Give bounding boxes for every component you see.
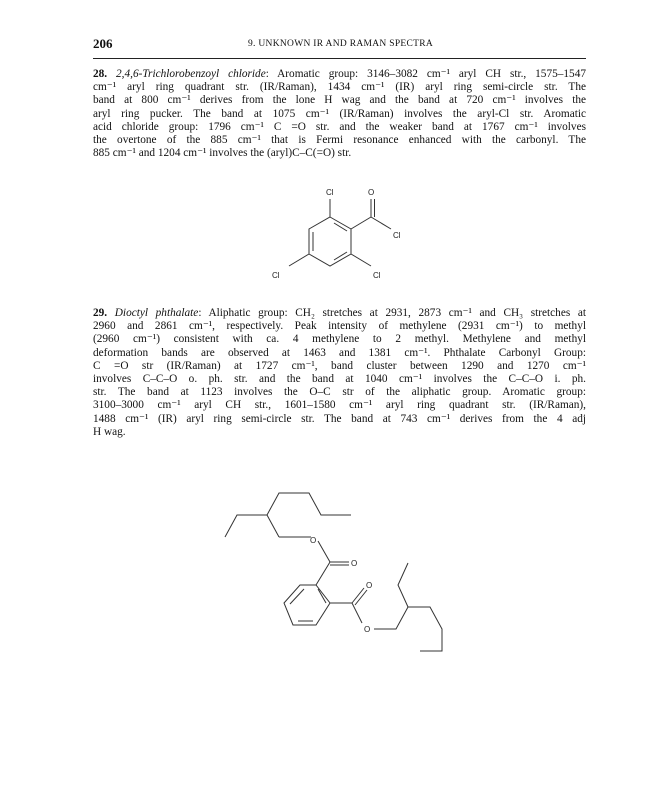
o-c-bond [318, 541, 330, 562]
atom-label: O [364, 625, 371, 634]
ethyl-branch [398, 563, 408, 607]
entry-text-line: : Aliphatic group: CH₂ stretches at 2931, 2873 cm⁻¹ and CH₃ stretches at [198, 307, 587, 319]
running-head: 9. UNKNOWN IR AND RAMAN SPECTRA [248, 39, 434, 49]
c-cl-bond [289, 254, 309, 266]
entry-text-line: 885 cm⁻¹ and 1204 cm⁻¹ involves the (aryl)C–C(=O) str. [93, 147, 352, 160]
page-number: 206 [93, 36, 113, 51]
page-header [93, 36, 586, 59]
entry-text-line: deformation bands are observed at 1463 and 1381 cm⁻¹. Phthalate Carbonyl Group: [93, 346, 586, 359]
benzene-ring [309, 217, 351, 266]
compound-name: Dioctyl phthalate [114, 307, 199, 319]
compound-name: 2,4,6-Trichlorobenzoyl chloride [116, 68, 266, 80]
benzene-ring [284, 585, 330, 625]
atom-label: O [368, 188, 375, 197]
entry-text-line: aryl ring pucker. The band at 1075 cm⁻¹ (IR/Raman) involves the aryl-Cl str. Aromatic [93, 107, 586, 120]
lower-alkyl-chain [374, 607, 442, 651]
c-cl-bond [371, 217, 391, 229]
atom-label: O [366, 581, 373, 590]
entry-text-line: acid chloride group: 1796 cm⁻¹ C =O str. and the weaker band at 1767 cm⁻¹ involves [93, 120, 586, 133]
c-cl-bond [351, 254, 371, 266]
atom-label: Cl [326, 188, 334, 197]
entry-text-line: str. The band at 1123 involves the O–C str of the aliphatic group. Aromatic group: [93, 386, 586, 399]
ring-double-bond [334, 223, 347, 231]
c-c-bond [316, 562, 330, 585]
entry-text-line: (2960 cm⁻¹) consistent with ca. 4 methylene to 2 methyl. Methylene and methyl [93, 333, 586, 346]
entry-number: 28. [93, 68, 108, 80]
upper-alkyl-chain [225, 493, 351, 537]
entry-text-line: 3100–3000 cm⁻¹ aryl CH str., 1601–1580 cm⁻¹ aryl ring quadrant str. (IR/Raman), [93, 399, 586, 412]
entry-text-line: C =O str (IR/Raman) at 1727 cm⁻¹, band cluster between 1290 and 1270 cm⁻¹ [93, 359, 586, 372]
entry-text-line: involves C–C–O o. ph. str. and the band at 1040 cm⁻¹ involves the C–C–O i. ph. [93, 373, 586, 386]
entry-text-line: 2960 and 2861 cm⁻¹, respectively. Peak intensity of methylene (2931 cm⁻¹) to methyl [93, 320, 586, 333]
c-o-bond [352, 603, 362, 623]
c-c-bond [267, 515, 279, 537]
atom-label: O [310, 536, 317, 545]
c-c-bond [351, 217, 371, 229]
ring-double-bond [290, 589, 304, 604]
ring-double-bond [334, 252, 347, 260]
dioctyl-phthalate-structure [210, 475, 460, 675]
entry-text-line: cm⁻¹ aryl ring quadrant str. (IR/Raman), 1434 cm⁻¹ (IR) aryl ring semi-circle str. The [93, 81, 586, 94]
entry-text-line: H wag. [93, 425, 126, 438]
entry-text-line: the overtone of the 885 cm⁻¹ that is Fermi resonance enhanced with the carbonyl. The [93, 134, 586, 147]
atom-label: Cl [373, 271, 381, 280]
entry-text-line: 1488 cm⁻¹ (IR) aryl ring semi-circle str. The band at 743 cm⁻¹ derives from the 4 adj [93, 412, 586, 425]
entry-28 [93, 68, 586, 160]
atom-label: Cl [393, 231, 401, 240]
atom-label: Cl [272, 271, 280, 280]
atom-label: O [351, 559, 358, 568]
entry-text-line: band at 800 cm⁻¹ derives from the lone H wag and the band at 720 cm⁻¹ involves the [93, 94, 586, 107]
entry-text-line: : Aromatic group: 3146–3082 cm⁻¹ aryl CH str., 1575–1547 [265, 68, 586, 80]
trichlorobenzoyl-chloride-structure [255, 182, 425, 287]
entry-29 [93, 307, 586, 439]
entry-number: 29. [93, 307, 108, 319]
